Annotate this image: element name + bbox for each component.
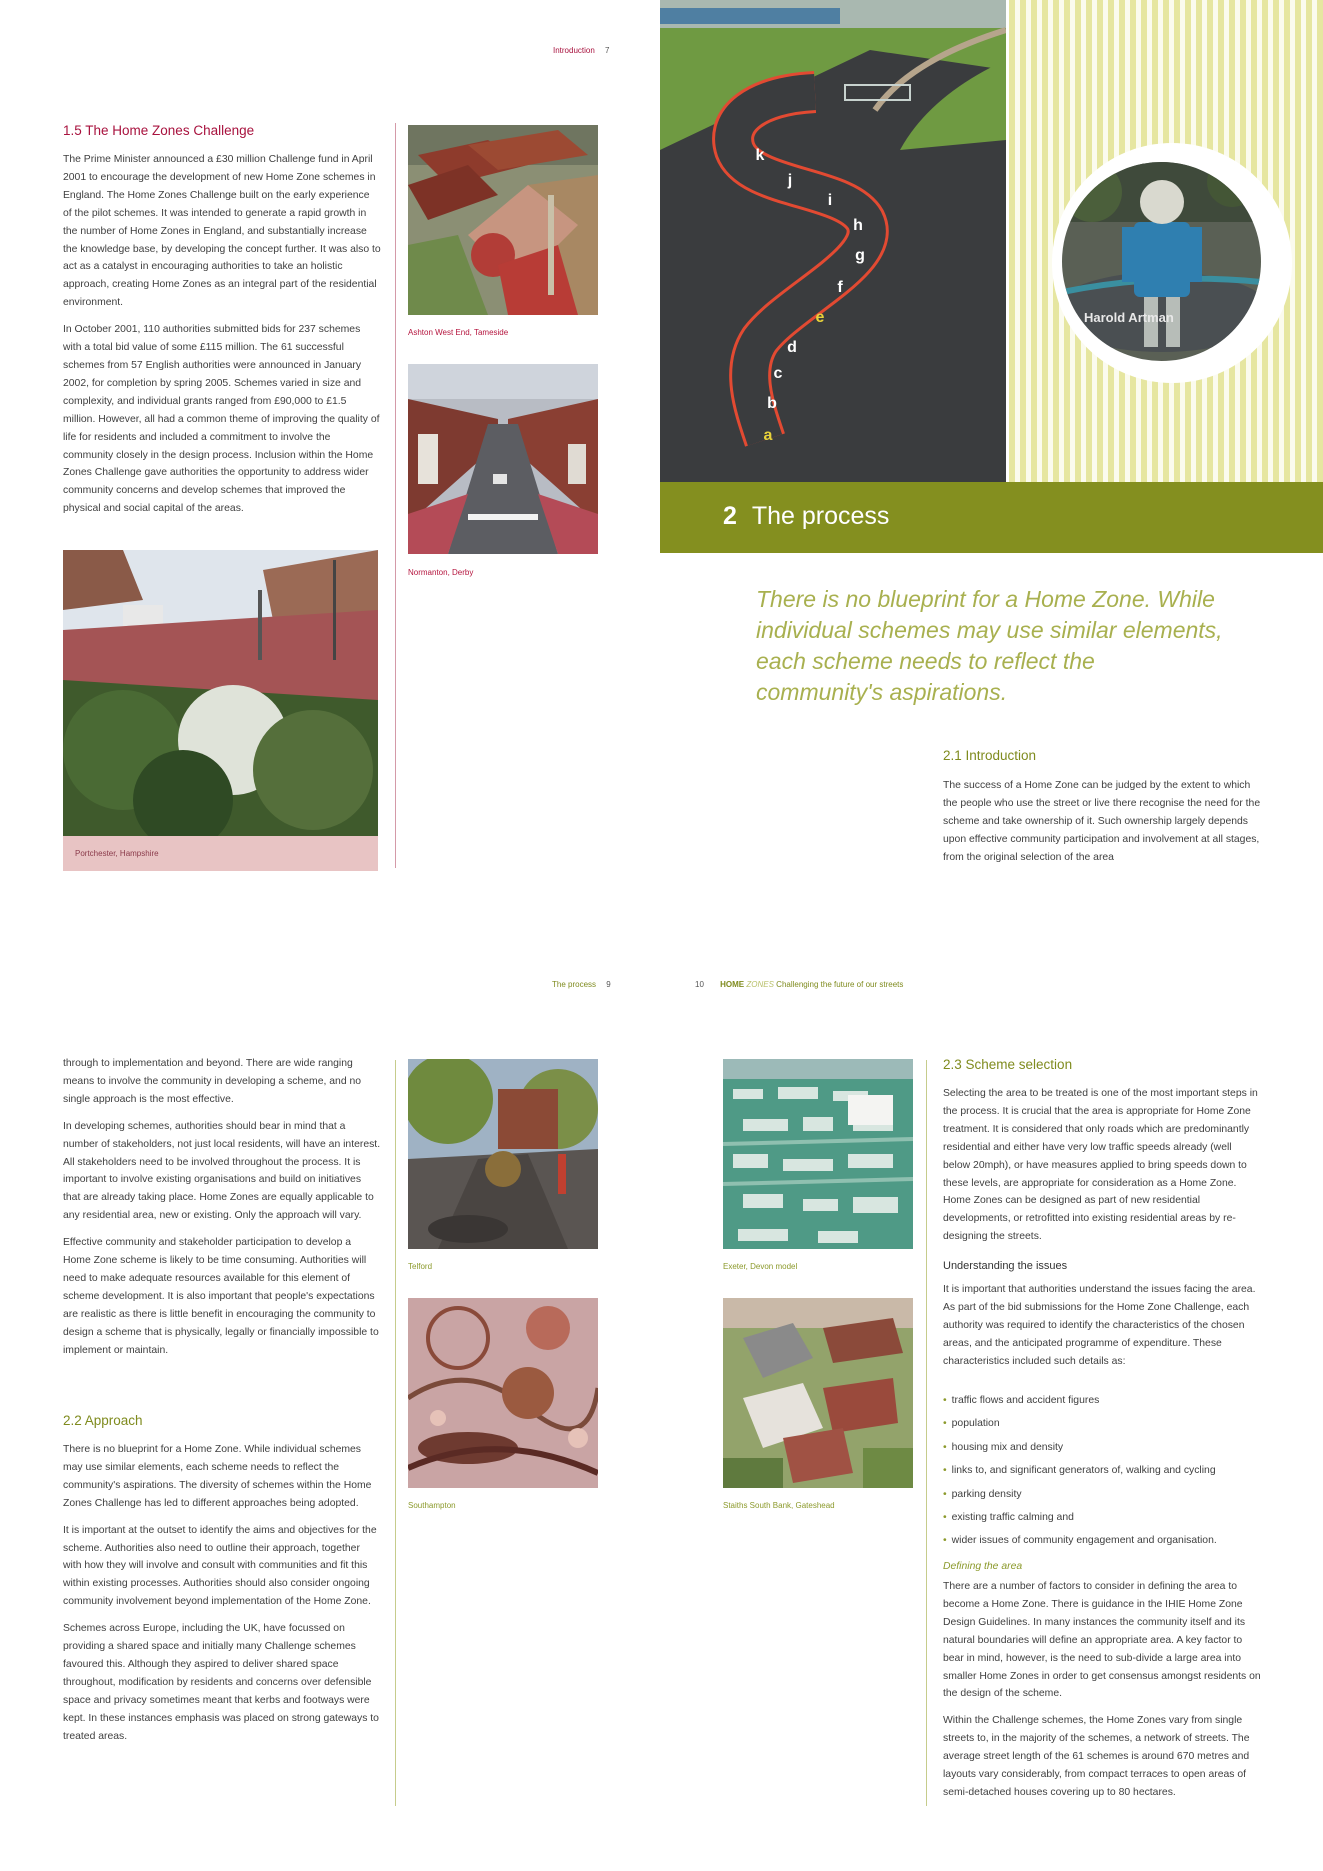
running-head-label: The process — [552, 980, 597, 989]
running-head-the-process — [552, 980, 611, 989]
photo-hopscotch-snake — [660, 0, 1006, 482]
column-divider — [395, 1060, 396, 1806]
paragraph: It is important that authorities understand the issues facing the area. As part of the bid submissions for the Home Zone Challenge, each authority was required to identify the characteristics of the chosen areas, and the anticipated programme of expenditure. These characteristics included such details as: — [943, 1284, 1256, 1367]
list-item: • wider issues of community engagement and organisation. — [943, 1532, 1273, 1550]
caption-southampton: Southampton — [408, 1501, 456, 1510]
section-heading-2-2: 2.2 Approach — [63, 1413, 143, 1428]
photo-southampton — [408, 1298, 598, 1488]
paragraph: through to implementation and beyond. There are wide ranging means to involve the community in developing a scheme, and no single approach is the most effective. — [63, 1058, 362, 1105]
photo-portchester — [63, 550, 378, 836]
paragraph: The success of a Home Zone can be judged by the extent to which the people who use the street or live there recognise the need for the scheme and take ownership of it. Such ownership largely depends upon effective community participation and involvement at all stages, from the original selection of the area — [943, 780, 1261, 863]
photo-normanton — [408, 364, 598, 554]
subheading-defining-area: Defining the area — [943, 1561, 1023, 1572]
defining-area-body — [943, 1578, 1261, 1811]
hopscotch-letter: a — [763, 427, 773, 444]
running-head-label: Introduction — [553, 46, 595, 55]
list-item: • traffic flows and accident figures — [943, 1392, 1273, 1410]
caption-telford: Telford — [408, 1262, 433, 1271]
hopscotch-letter: b — [767, 395, 777, 412]
column-divider — [926, 1060, 927, 1806]
list-item: • links to, and significant generators of, walking and cycling — [943, 1462, 1273, 1480]
list-item: • existing traffic calming and — [943, 1509, 1273, 1527]
hopscotch-letter: g — [855, 247, 865, 264]
photo-staiths-model — [723, 1298, 913, 1488]
brand-subtitle: Challenging the future of our streets — [776, 980, 904, 989]
hopscotch-letter: j — [787, 172, 793, 189]
section-2-1-body — [943, 777, 1261, 876]
chapter-title — [723, 502, 889, 531]
paragraph: It is important at the outset to identify the aims and objectives for the scheme. Authorities also need to outline their approach, together with how they will involve and consult with communities and fit this within existing processes. Authorities should also consider ongoing community involvement beyond implementation of the Home Zone. — [63, 1524, 377, 1608]
page-number: 9 — [606, 980, 611, 989]
section-heading-1-5: 1.5 The Home Zones Challenge — [63, 123, 255, 138]
paragraph: There are a number of factors to consider in defining the area to become a Home Zone. There is guidance in the IHIE Home Zone Design Guidelines. In many instances the community itself and its natural boundaries will define an appropriate area. A key factor to bear in mind, however, is the need to sub-divide a large area into smaller Home Zones in order to get consensus amongst residents on the design of the scheme. — [943, 1581, 1261, 1700]
hopscotch-letter: k — [755, 147, 765, 164]
hopscotch-letter: e — [815, 309, 825, 326]
paragraph: Within the Challenge schemes, the Home Zones vary from single streets to, in the majority of the schemes, a network of streets. The average street length of the 61 schemes is around 670 metres and layouts vary considerably, from compact terraces to open areas of semi-detached houses covering up to 80 hectares. — [943, 1715, 1250, 1798]
paragraph: Effective community and stakeholder participation to develop a Home Zone scheme is likely to be time consuming. Authorities will need to make adequate resources available for this element of scheme development. It is also important that people's expectations are realistic as there is little benefit in encouraging the community to design a scheme that is physically, legally or financially impossible to implement or maintain. — [63, 1237, 379, 1356]
characteristics-list — [943, 1392, 1273, 1556]
brand-zones: ZONES — [746, 980, 774, 989]
list-item: • housing mix and density — [943, 1439, 1273, 1457]
brand-home: HOME — [720, 980, 745, 989]
paragraph: In October 2001, 110 authorities submitted bids for 237 schemes with a total bid value of some £115 million. The 61 successful schemes from 57 English authorities were announced in January 2002, for completion by spring 2005. Schemes varied in size and complexity, and individual grants ranged from £90,000 to £1.5 million. However, all had a common theme of improving the quality of life for residents and included a commitment to involve the community closely in the design process. Inclusion within the Home Zones Challenge gave authorities the opportunity to address wider community concerns and develop schemes that improved the physical and social capital of the areas. — [63, 324, 380, 515]
paragraph: In developing schemes, authorities should bear in mind that a number of stakeholders, not just local residents, will have an interest. All stakeholders need to be involved throughout the process. It is important to involve existing organisations and build on initiatives that are already taking place. Home Zones are equally applicable to any residential area, new or existing. Only the approach will vary. — [63, 1120, 381, 1222]
hopscotch-letter: i — [827, 192, 833, 209]
section-heading-2-3: 2.3 Scheme selection — [943, 1057, 1073, 1072]
caption-ashton: Ashton West End, Tameside — [408, 328, 509, 337]
photo-statue-boy — [1062, 162, 1261, 361]
caption-staiths: Staiths South Bank, Gateshead — [723, 1501, 835, 1510]
subheading-understanding-issues: Understanding the issues — [943, 1260, 1068, 1272]
hopscotch-letter: h — [853, 217, 863, 234]
column-divider — [395, 123, 396, 868]
photo-exeter-model — [723, 1059, 913, 1249]
photo-ashton-west-end — [408, 125, 598, 315]
section-2-1-continued — [63, 1055, 381, 1369]
list-item: • parking density — [943, 1486, 1273, 1504]
chapter-band — [660, 482, 1323, 553]
hopscotch-letter: f — [837, 279, 843, 296]
caption-normanton: Normanton, Derby — [408, 568, 474, 577]
section-1-5-body — [63, 151, 381, 527]
page-number: 10 — [695, 980, 704, 989]
caption-exeter: Exeter, Devon model — [723, 1262, 798, 1271]
chapter-number: 2 — [723, 502, 737, 530]
section-heading-2-1: 2.1 Introduction — [943, 748, 1037, 763]
statue-inscription: Harold Artman — [1084, 310, 1174, 325]
page-number: 7 — [605, 46, 610, 55]
hopscotch-letter: d — [787, 339, 797, 356]
running-head-brand — [695, 980, 903, 989]
section-2-3-body — [943, 1085, 1261, 1255]
list-item: • population — [943, 1415, 1273, 1433]
hopscotch-letter: c — [773, 365, 783, 382]
chapter-name: The process — [751, 502, 890, 530]
running-head-introduction — [553, 46, 610, 55]
paragraph: The Prime Minister announced a £30 million Challenge fund in April 2001 to encourage the development of new Home Zone schemes in England. The Home Zones Challenge built on the early experience of the pilot schemes. It was intended to generate a rapid growth in the number of Home Zones in England, and substantially increase the knowledge base, by developing the concept further. It was also to act as a catalyst in encouraging authorities to take an holistic approach, creating Home Zones as an integral part of the residential environment. — [63, 154, 381, 309]
pull-quote: There is no blueprint for a Home Zone. While individual schemes may use similar elements, each scheme needs to reflect the community's aspirations. — [756, 586, 1223, 705]
caption-band-portchester — [63, 836, 378, 871]
caption-portchester: Portchester, Hampshire — [75, 849, 159, 858]
photo-telford — [408, 1059, 598, 1249]
paragraph: Schemes across Europe, including the UK, have focussed on providing a shared space and initially many Challenge schemes favoured this. Although they aspired to deliver shared space throughout, modification by residents and concerns over defensible space and privacy sometimes meant that kerbs and footways were kept. In these instances emphasis was placed on strong gateways to treated areas. — [63, 1623, 379, 1742]
paragraph: There is no blueprint for a Home Zone. While individual schemes may use similar elements, each scheme needs to reflect the community's aspirations. The diversity of schemes within the Home Zones Challenge has led to different approaches being adopted. — [63, 1444, 372, 1509]
section-2-2-body — [63, 1441, 381, 1755]
paragraph: Selecting the area to be treated is one of the most important steps in the process. It is crucial that the area is appropriate for Home Zone treatment. It is considered that only roads which are predominantly residential and either have very low traffic speeds already (well below 20mph), or have measures applied to bring speeds down to these levels, are appropriate for consideration as a Home Zone. Home Zones can be designed as part of new residential developments, or retrofitted into existing residential areas by re-designing the streets. — [943, 1088, 1258, 1243]
understanding-issues-body — [943, 1281, 1261, 1380]
